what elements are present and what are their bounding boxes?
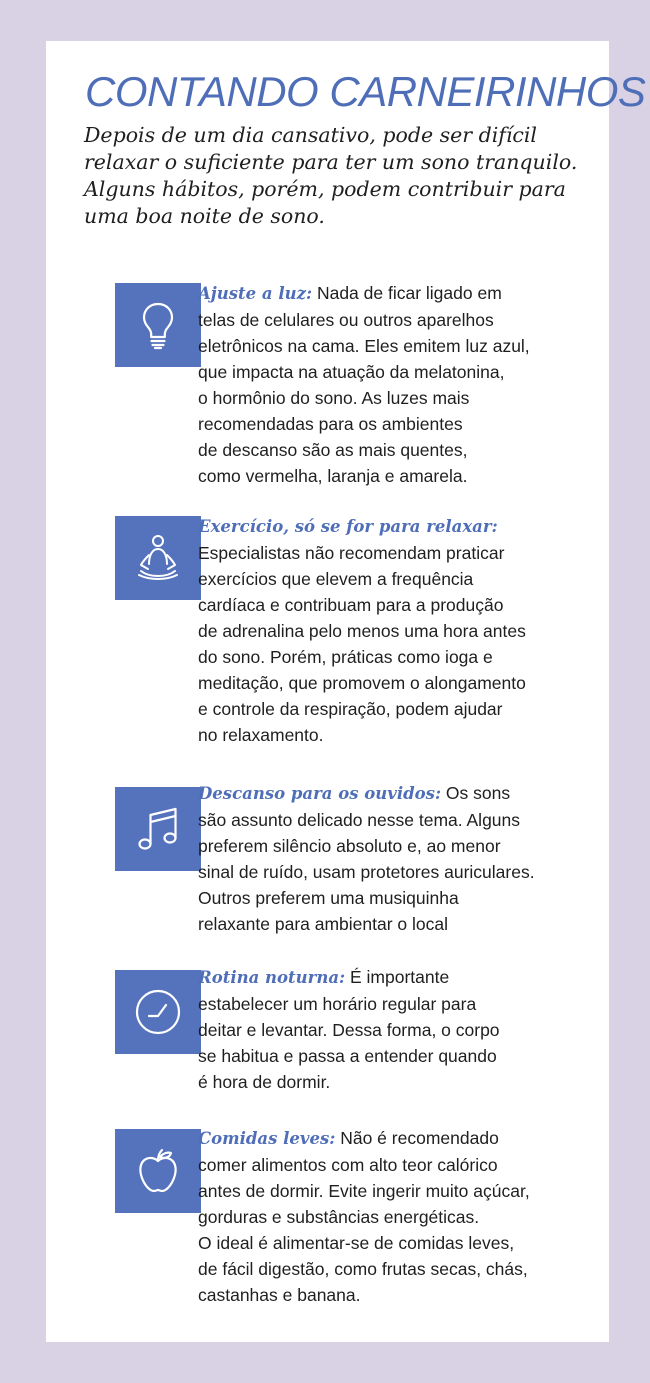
intro-text: Depois de um dia cansativo, pode ser difícil relaxar o suficiente para ter um sono tranquilo. Alguns hábitos, porém, podem contribuir para uma boa noite de sono. [84,123,578,228]
meditation-icon-box [115,516,201,600]
item-line: É importante [345,967,450,987]
item-exercicio [198,513,598,748]
item-line: no relaxamento. [198,725,324,745]
item-line: se habitua e passa a entender quando [198,1046,497,1066]
item-line: recomendadas para os ambientes [198,414,463,434]
item-line: estabelecer um horário regular para [198,994,477,1014]
item-label: Rotina noturna: [198,968,346,987]
item-line: o hormônio do sono. As luzes mais [198,388,470,408]
item-line: do sono. Porém, práticas como ioga e [198,647,493,667]
item-line: cardíaca e contribuam para a produção [198,595,504,615]
item-line: meditação, que promovem o alongamento [198,673,526,693]
item-line: Nada de ficar ligado em [312,283,502,303]
music-note-icon-box [115,787,201,871]
apple-icon-box [115,1129,201,1213]
item-line: relaxante para ambientar o local [198,914,449,934]
clock-icon-box [115,970,201,1054]
item-ajuste-a-luz [198,280,598,489]
item-line: telas de celulares ou outros aparelhos [198,310,494,330]
meditation-icon [131,531,185,585]
item-line: comer alimentos com alto teor calórico [198,1155,498,1175]
item-rotina-noturna [198,964,598,1095]
item-line: que impacta na atuação da melatonina, [198,362,505,382]
apple-icon [131,1144,185,1198]
item-line: preferem silêncio absoluto e, ao menor [198,836,501,856]
item-line: de adrenalina pelo menos uma hora antes [198,621,526,641]
item-line: e controle da respiração, podem ajudar [198,699,503,719]
item-line: eletrônicos na cama. Eles emitem luz azul, [198,336,530,356]
item-line: castanhas e banana. [198,1285,361,1305]
item-label: Descanso para os ouvidos: [198,784,442,803]
item-line: Especialistas não recomendam praticar [198,543,505,563]
item-line: são assunto delicado nesse tema. Alguns [198,810,521,830]
lightbulb-icon [131,298,185,352]
item-comidas-leves [198,1125,598,1308]
item-line: é hora de dormir. [198,1072,331,1092]
item-descanso-ouvidos [198,780,598,937]
item-line: Outros preferem uma musiquinha [198,888,459,908]
item-line: de fácil digestão, como frutas secas, chás, [198,1259,528,1279]
lightbulb-icon-box [115,283,201,367]
infographic-card [46,41,646,1342]
item-label: Exercício, só se for para relaxar: [198,517,498,536]
item-label: Comidas leves: [198,1129,336,1148]
item-label: Ajuste a luz: [198,284,313,303]
item-line: Não é recomendado [335,1128,499,1148]
item-line: sinal de ruído, usam protetores auriculares. [198,862,535,882]
item-line: exercícios que elevem a frequência [198,569,474,589]
music-note-icon [131,802,185,856]
item-line: antes de dormir. Evite ingerir muito açúcar, [198,1181,530,1201]
page-title: CONTANDO CARNEIRINHOS [85,68,646,115]
item-line: como vermelha, laranja e amarela. [198,466,468,486]
item-line: O ideal é alimentar-se de comidas leves, [198,1233,515,1253]
item-line: deitar e levantar. Dessa forma, o corpo [198,1020,500,1040]
item-line: gorduras e substâncias energéticas. [198,1207,480,1227]
clock-icon [131,985,185,1039]
item-line: de descanso são as mais quentes, [198,440,468,460]
item-line: Os sons [441,783,511,803]
